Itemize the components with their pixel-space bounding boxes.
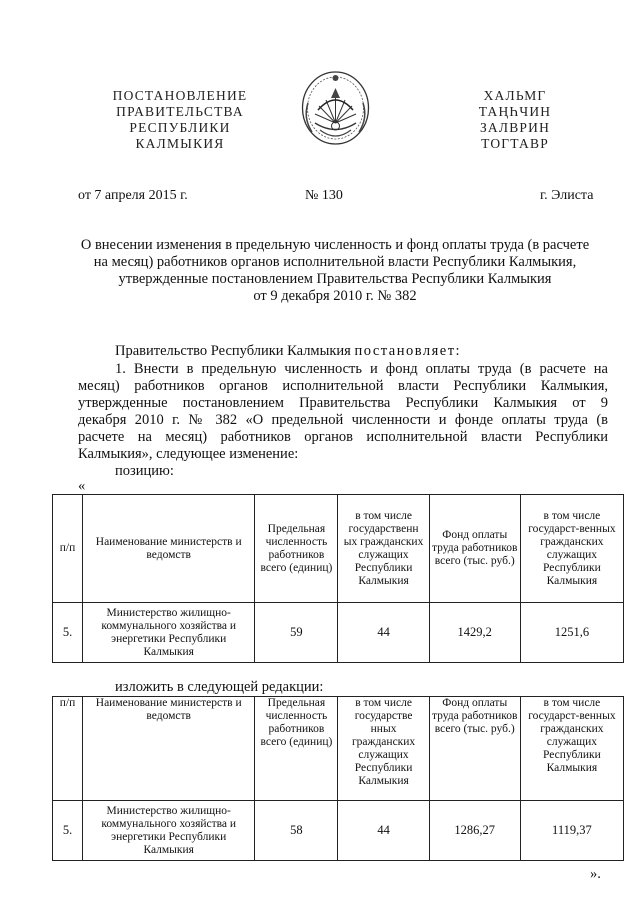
header-right-line-1: ХАЛЬМГ	[483, 88, 547, 103]
header-right-line-2: ТАҢҺЧИН	[478, 104, 552, 119]
row-limit: 58	[255, 801, 338, 861]
header-fund: Фонд оплаты труда работников всего (тыс. руб.)	[429, 495, 520, 603]
close-quote: ».	[590, 866, 601, 882]
table-row	[53, 801, 624, 861]
item-1-line-4: декабря 2010 г. № 382 «О предельной численности и фонде оплаты труда (в	[78, 412, 608, 428]
table-new-header-row	[53, 697, 624, 801]
header-left-block	[85, 88, 275, 152]
row-civil: 44	[338, 801, 429, 861]
coat-of-arms-emblem-icon	[298, 68, 373, 153]
header-num: п/п	[53, 495, 83, 603]
header-limit: Предельная численность работников всего (единиц)	[255, 697, 338, 801]
header-name: Наименование министерств и ведомств	[83, 495, 255, 603]
replace-label: изложить в следующей редакции:	[115, 679, 324, 695]
table-new-version	[52, 696, 624, 861]
document-title	[60, 237, 610, 305]
intro-text: Правительство Республики Калмыкия	[115, 343, 351, 359]
item-1-line-2: месяц) работников органов исполнительной власти Республики Калмыкия,	[78, 378, 608, 394]
open-quote: «	[78, 478, 86, 494]
title-line-1: О внесении изменения в предельную численность и фонд оплаты труда (в расчете	[80, 237, 590, 253]
row-name: Министерство жилищно-коммунального хозяйства и энергетики Республики Калмыкия	[83, 603, 255, 663]
header-limit: Предельная численность работников всего (единиц)	[255, 495, 338, 603]
item-1-line-3: утвержденные постановлением Правительства Республики Калмыкия от 9	[78, 395, 608, 411]
header-left-line-4: КАЛМЫКИЯ	[135, 136, 225, 151]
header-fund: Фонд оплаты труда работников всего (тыс. руб.)	[429, 697, 520, 801]
header-name: Наименование министерств и ведомств	[83, 697, 255, 801]
table-old-header-row	[53, 495, 624, 603]
row-num: 5.	[53, 603, 83, 663]
title-line-4: от 9 декабря 2010 г. № 382	[253, 288, 417, 304]
item-1-line-5: расчете на месяц) работников органов исполнительной власти Республики	[78, 429, 608, 445]
header-left-line-1: ПОСТАНОВЛЕНИЕ	[112, 88, 248, 103]
row-fund: 1429,2	[429, 603, 520, 663]
document-date: от 7 апреля 2015 г.	[78, 188, 188, 203]
header-civil-fund: в том числе государст-венных гражданских служащих Республики Калмыкия	[520, 697, 623, 801]
row-fund: 1286,27	[429, 801, 520, 861]
position-label: позицию:	[115, 463, 174, 479]
header-civil: в том числе государстве нных гражданских служащих Республики Калмыкия	[338, 697, 429, 801]
document-number: № 130	[305, 188, 343, 203]
row-num: 5.	[53, 801, 83, 861]
row-civil-fund: 1251,6	[520, 603, 623, 663]
header-right-line-3: ЗАЛВРИН	[479, 120, 551, 135]
title-line-2: на месяц) работников органов исполнительной власти Республики Калмыкия,	[93, 254, 577, 270]
header-left-line-2: ПРАВИТЕЛЬСТВА	[116, 104, 244, 119]
header-num: п/п	[53, 697, 83, 801]
document-city: г. Элиста	[540, 188, 594, 203]
header-right-line-4: ТОГТАВР	[481, 136, 549, 151]
row-civil-fund: 1119,37	[520, 801, 623, 861]
table-old-version	[52, 494, 624, 663]
header-civil: в том числе государственн ых гражданских служащих Республики Калмыкия	[338, 495, 429, 603]
row-name: Министерство жилищно-коммунального хозяйства и энергетики Республики Калмыкия	[83, 801, 255, 861]
item-1-line-1: 1. Внести в предельную численность и фонд оплаты труда (в расчете на	[115, 361, 608, 377]
title-line-3: утвержденные постановлением Правительства Республики Калмыкия	[118, 271, 552, 287]
header-right-block	[450, 88, 580, 152]
row-civil: 44	[338, 603, 429, 663]
header-civil-fund: в том числе государст-венных гражданских служащих Республики Калмыкия	[520, 495, 623, 603]
item-1-paragraph	[78, 361, 608, 463]
intro-decree-word: постановляет:	[354, 343, 462, 359]
intro-paragraph	[115, 343, 461, 360]
row-limit: 59	[255, 603, 338, 663]
table-row	[53, 603, 624, 663]
header-left-line-3: РЕСПУБЛИКИ	[129, 120, 231, 135]
item-1-line-6: Калмыкия», следующее изменение:	[78, 446, 299, 462]
